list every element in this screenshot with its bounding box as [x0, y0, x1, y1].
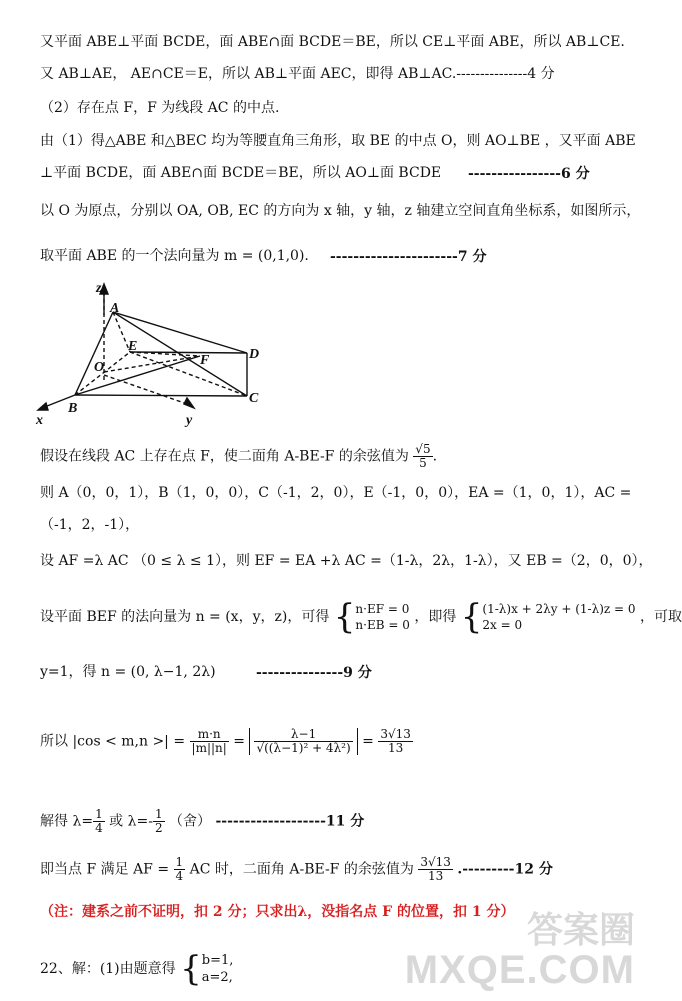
cos-frac-2 [254, 728, 352, 755]
label-d: D [249, 347, 260, 362]
frac-quarter-num: 1 [95, 807, 103, 821]
label-a: A [110, 301, 120, 316]
text-line-12-a: 设平面 BEF 的法向量为 n = (x，y，z)，可得 [40, 609, 330, 625]
label-c: C [249, 391, 259, 406]
text-line-15-a: 解得 λ= [40, 813, 94, 830]
cos-frac-1-den: |m||n| [191, 741, 227, 755]
text-line-5: ⊥平面 BCDE，面 ABE∩面 BCDE＝BE，所以 AO⊥面 BCDE [40, 165, 442, 181]
text-line-17-a: 22、解：(1)由题意得 [40, 961, 176, 977]
brace-1: { [333, 597, 356, 637]
text-line-16-a: 即当点 F 满足 AF = [40, 861, 170, 878]
label-b: B [68, 401, 78, 416]
text-line-15-b: 或 λ=- [109, 813, 153, 830]
frac-num: √5 [415, 442, 431, 456]
frac-quarter-2-num: 1 [175, 855, 184, 869]
frac-half-num: 1 [154, 807, 163, 821]
frac-result [418, 856, 453, 883]
text-line-9: 则 A（0，0，1），B（1，0，0），C（-1，2，0），E（-1，0，0），EA =（1，0，1），AC = [40, 485, 632, 501]
system3-eq2: a=2, [201, 970, 233, 985]
label-z: z [96, 281, 102, 296]
frac-quarter-den: 4 [95, 821, 103, 835]
text-line-13: y=1，得 n = (0, λ−1, 2λ) [40, 664, 216, 680]
text-line-1: 又平面 ABE⊥平面 BCDE，面 ABE∩面 BCDE＝BE，所以 CE⊥平面 ABE，所以 AB⊥CE. [40, 34, 625, 50]
watermark-top: 答案圈 [526, 909, 635, 950]
frac-quarter-2-den: 4 [175, 869, 184, 883]
note-red: （注：建系之前不证明，扣 2 分；只求出λ，没指名点 F 的位置，扣 1 分） [40, 904, 515, 920]
system1-eq2: n·EB = 0 [355, 618, 410, 632]
cos-frac-2-num: λ−1 [254, 728, 352, 742]
text-line-8-body: 假设在线段 AC 上存在点 F，使二面角 A-BE-F 的余弦值为 [40, 448, 409, 465]
text-line-14: 所以 |cos < m,n >| = $\frac{m\cdot n}{|m||n|}$ = $\frac{\lambda-1}{\text{√((λ−1)² + 4λ²)}}$ = $\frac{3√13}{13}$ [40, 727, 411, 755]
text-line-15-c: （舍） [169, 813, 212, 830]
text-line-4: 由（1）得△ABE 和△BEC 均为等腰直角三角形，取 BE 的中点 O，则 AO⊥BE ，又平面 ABE [40, 133, 636, 149]
text-line-15 [40, 808, 627, 835]
frac-result-den: 13 [427, 869, 444, 883]
fraction-sqrt5-over-5 [413, 443, 432, 470]
frac-quarter-2 [174, 856, 186, 883]
watermark-bottom: MXQE.COM [404, 948, 635, 992]
frac-half [153, 808, 165, 835]
text-line-11: 设 AF =λ AC （0 ≤ λ ≤ 1），则 EF = EA +λ AC =（1-λ，2λ，1-λ），又 EB =（2，0，0）， [40, 553, 653, 569]
score-6: ----------------6 分 [468, 166, 590, 182]
system2-eq1: (1-λ)x + 2λy + (1-λ)z = 0 [482, 602, 636, 616]
cos-frac-1 [190, 728, 229, 755]
cos-result-num: 3√13 [380, 727, 411, 741]
score-7: ----------------------7 分 [330, 249, 487, 265]
score-12: .---------12 分 [457, 861, 553, 878]
frac-half-den: 2 [154, 821, 163, 835]
cos-frac-2-den: √((λ−1)² + 4λ²) [256, 741, 351, 755]
cos-frac-1-num: m·n [190, 728, 229, 742]
frac-result-num: 3√13 [420, 855, 451, 869]
system1-eq1: n·EF = 0 [355, 602, 410, 616]
text-line-6: 以 O 为原点，分别以 OA, OB, EC 的方向为 x 轴，y 轴，z 轴建立空间直角坐标系，如图所示， [40, 203, 641, 219]
text-line-2: 又 AB⊥AE， AE∩CE＝E，所以 AB⊥平面 AEC，即得 AB⊥AC.---------------4 分 [40, 66, 555, 82]
text-line-16 [40, 856, 627, 883]
system3-eq1: b=1, [201, 953, 234, 968]
abs-wrapper [249, 728, 357, 755]
system2-eq2: 2x = 0 [482, 618, 523, 632]
equation-system-1 [355, 601, 409, 633]
label-y: y [186, 413, 193, 428]
text-line-3: （2）存在点 F，F 为线段 AC 的中点. [40, 100, 280, 116]
text-line-7: 取平面 ABE 的一个法向量为 m = (0,1,0). [40, 248, 309, 264]
geometry-diagram [0, 0, 645, 440]
text-line-12-c: ，可取 [640, 609, 682, 625]
text-line-14-prefix: 所以 [40, 733, 68, 750]
equation-system-2 [482, 601, 635, 633]
frac-quarter [93, 808, 105, 835]
label-e: E [128, 339, 138, 354]
score-11: -------------------11 分 [215, 813, 365, 830]
brace-2: { [460, 597, 483, 637]
text-line-8: 假设在线段 AC 上存在点 F，使二面角 A-BE-F 的余弦值为 $\frac{√5}{5}$ . [40, 442, 438, 470]
score-9: ---------------9 分 [256, 665, 372, 681]
label-o: O [94, 360, 105, 375]
cos-result [378, 728, 413, 755]
text-line-12 [40, 597, 682, 637]
text-line-10: （-1，2，-1）， [40, 517, 140, 533]
cos-result-den: 13 [387, 741, 404, 755]
equation-system-3 [202, 952, 234, 986]
label-x: x [36, 413, 43, 428]
brace-3: { [180, 949, 202, 989]
text-line-16-b: AC 时，二面角 A-BE-F 的余弦值为 [189, 861, 414, 878]
cos-lhs: |cos < m,n >| = [72, 733, 186, 750]
label-f: F [200, 353, 210, 368]
text-line-12-b: ，即得 [414, 609, 457, 625]
frac-den: 5 [419, 456, 427, 470]
